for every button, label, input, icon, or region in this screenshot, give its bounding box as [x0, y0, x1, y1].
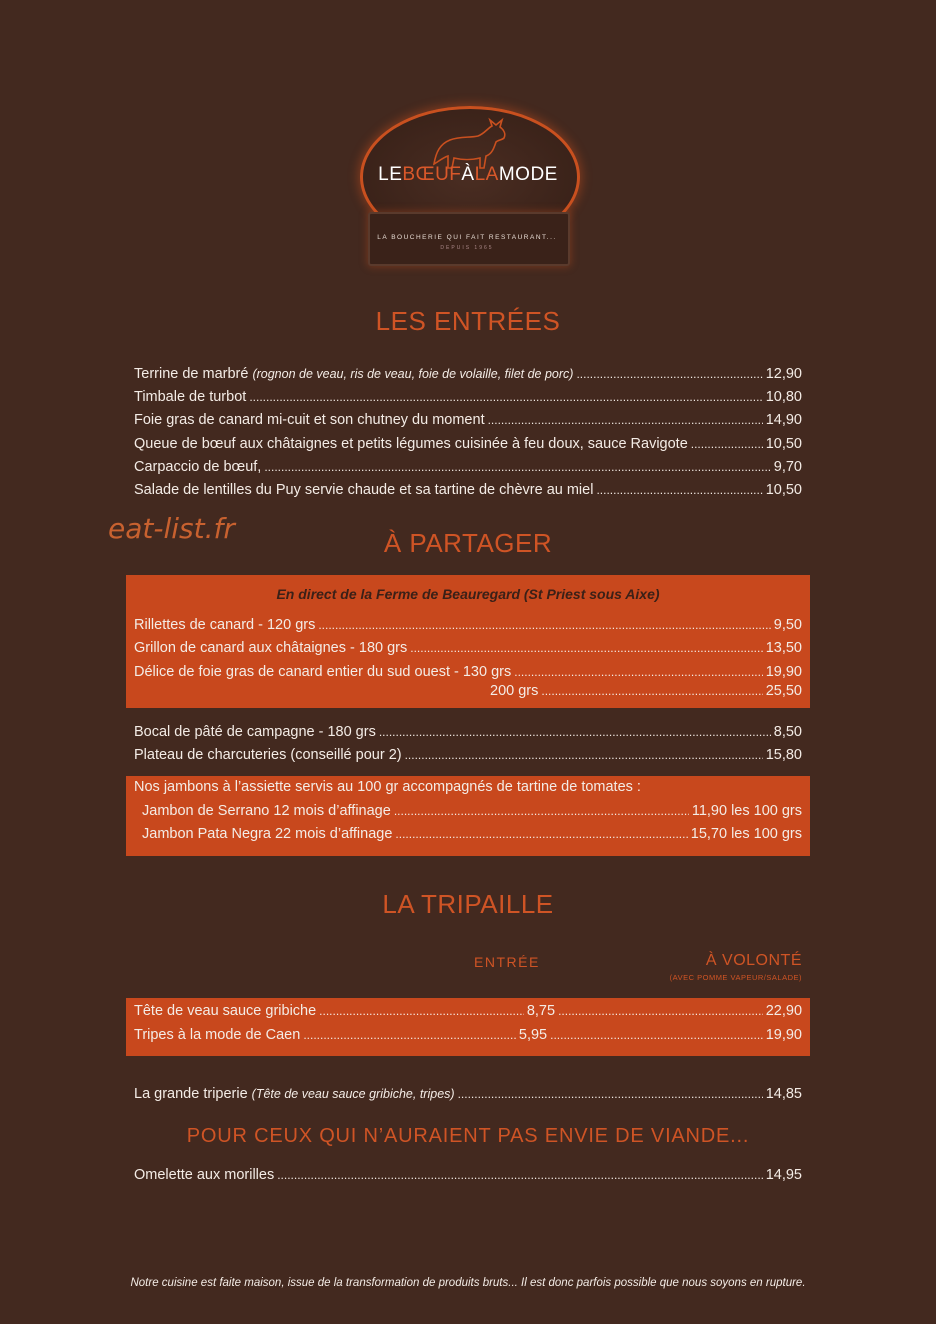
item-price: 10,50 [765, 482, 802, 498]
dot-leader [488, 413, 763, 427]
menu-item [134, 747, 802, 767]
menu-item [134, 617, 802, 637]
menu-item [134, 412, 802, 432]
item-price: 11,90 les 100 grs [691, 803, 802, 819]
menu-item [134, 1086, 802, 1106]
logo-wordmark: LEBŒUFÀLAMODE [378, 164, 558, 185]
section-title-sans-viande: POUR CEUX QUI N’AURAIENT PAS ENVIE DE VIANDE... [186, 1125, 750, 1147]
item-price: 14,95 [765, 1167, 802, 1183]
column-header-entree: ENTRÉE [474, 954, 540, 970]
dot-leader [249, 390, 762, 404]
menu-item [142, 803, 802, 823]
menu-item [134, 389, 802, 409]
dot-leader [576, 367, 762, 381]
logo-tagline: LA BOUCHERIE QUI FAIT RESTAURANT... [377, 234, 557, 241]
dot-leader [264, 460, 770, 474]
item-note: (rognon de veau, ris de veau, foie de volaille, filet de porc) [252, 367, 574, 381]
item-name: Tête de veau sauce gribiche [134, 1003, 317, 1019]
section-title-entrees: LES ENTRÉES [375, 306, 561, 336]
item-name: Jambon Pata Negra 22 mois d’affinage [142, 826, 393, 842]
box-caption: En direct de la Ferme de Beauregard (St Priest sous Aixe) [276, 586, 660, 602]
item-price-volonte: 19,90 [765, 1027, 802, 1043]
item-price: 19,90 [765, 664, 802, 680]
restaurant-logo [356, 98, 580, 266]
dot-leader [596, 483, 762, 497]
dot-leader [550, 1028, 763, 1042]
item-price-entree: 8,75 [526, 1003, 556, 1019]
dot-leader [379, 725, 771, 739]
item-name: Délice de foie gras de canard entier du sud ouest - 130 grs [134, 664, 512, 680]
item-name: Omelette aux morilles [134, 1167, 275, 1183]
dot-leader [303, 1028, 516, 1042]
item-note: (Tête de veau sauce gribiche, tripes) [251, 1087, 455, 1101]
item-price: 14,85 [765, 1086, 802, 1102]
item-price: 13,50 [765, 640, 802, 656]
item-price: 9,70 [773, 459, 802, 475]
dot-leader [541, 684, 762, 698]
menu-item [134, 1003, 802, 1023]
item-price: 15,80 [765, 747, 802, 763]
item-name: Plateau de charcuteries (conseillé pour 2) [134, 747, 402, 763]
item-name: Jambon de Serrano 12 mois d’affinage [142, 803, 391, 819]
menu-item [134, 366, 802, 386]
dot-leader [395, 827, 687, 841]
dot-leader [514, 665, 762, 679]
item-name: La grande triperie [134, 1086, 248, 1102]
dot-leader [558, 1004, 763, 1018]
item-name: Tripes à la mode de Caen [134, 1027, 301, 1043]
item-price: 15,70 les 100 grs [690, 826, 802, 842]
dot-leader [277, 1168, 762, 1182]
item-name: Terrine de marbré [134, 366, 249, 382]
item-price: 14,90 [765, 412, 802, 428]
item-name: Salade de lentilles du Puy servie chaude et sa tartine de chèvre au miel [134, 482, 594, 498]
column-header-volonte-note: (AVEC POMME VAPEUR/SALADE) [669, 973, 802, 982]
item-price: 10,80 [765, 389, 802, 405]
menu-item [134, 436, 802, 456]
item-price: 8,50 [773, 724, 802, 740]
menu-item [134, 640, 802, 660]
menu-item [134, 459, 802, 479]
menu-item [134, 1027, 802, 1047]
menu-item [134, 1167, 802, 1187]
item-price: 10,50 [765, 436, 802, 452]
menu-item [134, 724, 802, 744]
item-name: Queue de bœuf aux châtaignes et petits légumes cuisinée à feu doux, sauce Ravigote [134, 436, 688, 452]
dot-leader [405, 748, 763, 762]
menu-item [490, 683, 802, 703]
item-name: Carpaccio de bœuf, [134, 459, 262, 475]
menu-item [134, 664, 802, 684]
item-name: Foie gras de canard mi-cuit et son chutney du moment [134, 412, 485, 428]
item-name: 200 grs [490, 683, 539, 699]
menu-item [142, 826, 802, 846]
item-name: Timbale de turbot [134, 389, 247, 405]
item-price: 25,50 [765, 683, 802, 699]
dot-leader [691, 437, 763, 451]
section-title-tripaille: LA TRIPAILLE [382, 889, 554, 919]
item-price-entree: 5,95 [518, 1027, 548, 1043]
jambon-intro-text: Nos jambons à l’assiette servis au 100 gr accompagnés de tartine de tomates : [134, 779, 641, 795]
item-name: Rillettes de canard - 120 grs [134, 617, 316, 633]
section-title-partager: À PARTAGER [383, 528, 553, 558]
logo-since: DEPUIS 1965 [440, 245, 494, 251]
item-price: 12,90 [765, 366, 802, 382]
dot-leader [318, 618, 770, 632]
item-name: Grillon de canard aux châtaignes - 180 grs [134, 640, 408, 656]
dot-leader [394, 804, 689, 818]
watermark: eat-list.fr [108, 512, 235, 545]
item-name: Bocal de pâté de campagne - 180 grs [134, 724, 376, 740]
footer-note: Notre cuisine est faite maison, issue de la transformation de produits bruts... Il est donc parfois possible que nous soyons en rupture. [130, 1277, 806, 1289]
item-price-volonte: 22,90 [765, 1003, 803, 1019]
column-header-volonte: À VOLONTÉ [705, 952, 802, 969]
item-price: 9,50 [773, 617, 802, 633]
dot-leader [458, 1087, 763, 1101]
menu-item [134, 482, 802, 502]
jambon-intro [134, 779, 802, 799]
dot-leader [410, 641, 762, 655]
dot-leader [319, 1004, 524, 1018]
